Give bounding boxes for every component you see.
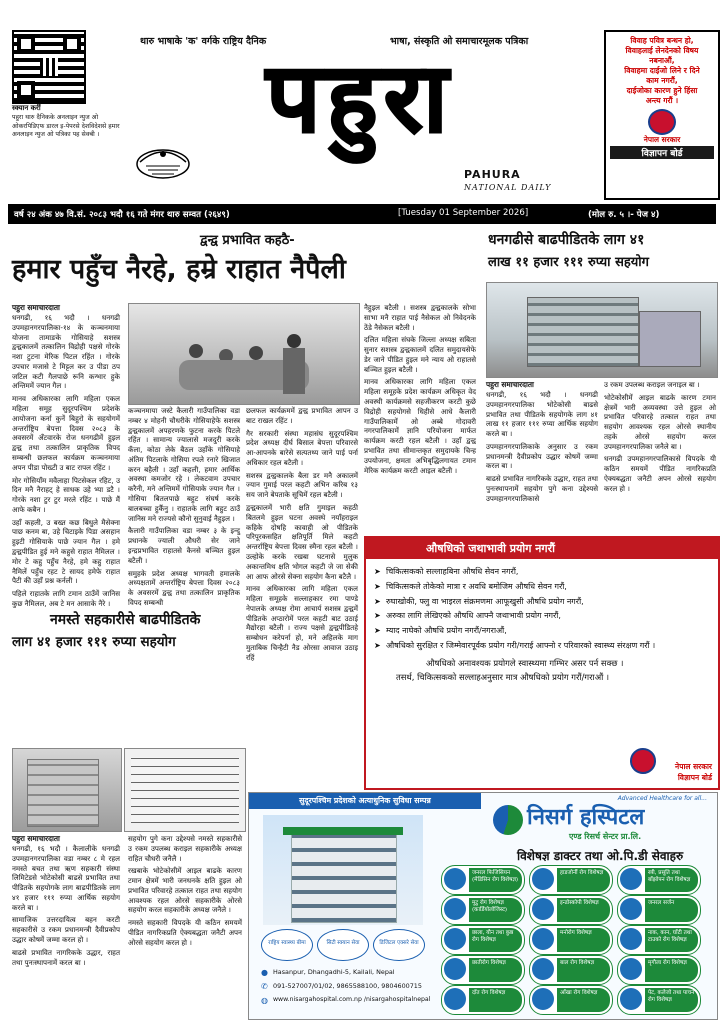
lead-col-4: [364, 303, 476, 531]
emblem: [132, 140, 194, 186]
service-item: इन्डोस्कोपी विशेषज्ञ: [529, 895, 613, 925]
nepal-emblem-icon: [648, 109, 676, 135]
dowry-ad-org1: नेपाल सरकार: [643, 135, 681, 144]
medicine-item: ➤ चिकित्सकले तोकेको मात्रा र अवधि बमोजिम औषधि सेवन गरौं,: [374, 581, 567, 591]
service-item: छातीरोग विशेषज्ञ: [441, 955, 525, 985]
relief-col-1: [486, 380, 598, 532]
hospital-address: Hasanpur, Dhangadhi-5, Kailali, Nepal: [273, 968, 395, 976]
phone-icon: ✆: [261, 982, 268, 991]
lead-paragraph: दलित महिला संघके जिल्ला अध्यक्ष सबिता सुनार सशस्त्र द्वन्द्वकालमें दलित समुदायसेफे डेर जाने पीडित हुइल मने न्याय ओ राहातसे बञ्चित हुइल बटैली ।: [364, 335, 476, 374]
dateline-date: [Tuesday 01 September 2026]: [398, 208, 529, 218]
lead-paragraph: पहिले राहातके लागि टमान ठाउँमें जानिस कुछ नैमिलल, अब टे मन आसाके नैरे ।: [12, 589, 120, 608]
hospital-phone: 091-527007/01/02, 9865588100, 9804600715: [273, 982, 422, 990]
dowry-ad-line: विवाहलाई लेनदेनको विषय: [625, 46, 699, 55]
lead-paragraph: मानव अधिकारका लागि महिला एकल महिला समूह सुदूरपश्चिम प्रदेशके आयोजना कर्ना कुनें बिहुरो के सहयोगमें अन्तर्राष्ट्रिय बेपत्ता दिवस २०८३ के अवसरमें अँटवारके रोज धनगढीमें हुइल द्वन्द्व तथा तत्कालिन प्राकृतिक विपद सम्बन्धी छलफल कार्यक्रम कञ्चनमाया अपन पीडा पोख्टी उ बाट रापल रहिंट ।: [12, 394, 120, 472]
service-item: मनोरोग विशेषज्ञ: [529, 925, 613, 955]
coop-headline-1: नमस्ते सहकारीसे बाढपीडितके: [50, 612, 201, 628]
hospital-services-header: विशेषज्ञ डाक्टर तथा ओ.पि.डी सेवाहरु: [517, 849, 684, 863]
lead-headline: हमार पहुँच नैरहे, हम्रे राहात नैपैली: [12, 254, 346, 285]
tagline-right: भाषा, संस्कृति ओ समाचारमूलक पत्रिका: [390, 36, 529, 47]
medicine-ad-header: औषधिको जथाभावी प्रयोग नगरौं: [366, 538, 718, 559]
coop-headline-2: लाग ४१ हजार १११ रुप्या सहयोग: [12, 634, 176, 650]
medicine-footer-2: तसर्थ, चिकित्सकको सल्लाहअनुसार मात्र औषधिको प्रयोग गरौं/गराऔं ।: [396, 671, 610, 682]
dowry-ad-org2: विज्ञापन बोर्ड: [610, 146, 714, 159]
doctor-icon: [444, 868, 466, 890]
medicine-footer-1: औषधिको अनावश्यक प्रयोगले स्वास्थ्यमा गम्भिर असर पर्न सक्छ ।: [426, 657, 624, 668]
lead-col-2: [128, 406, 240, 607]
dateline-left: वर्ष २४ अंक ४७ वि.सं. २०८३ भदौ १६ गते मंगर थारु सम्वत (२६४९): [14, 210, 230, 220]
lead-paragraph: उहाँ कहली, उ बख्त कछ बिधुले मैसेक्ना पाछ कनम बा, उहे चिटाइके पिडा असहान हुइटी गोसियाके पाछे ज्यान गैल । हमे द्वन्द्वपीडित हुई मने कहुसे राहात नैमिलल । मोर टे कहु पहुँच नैरहे, हमे कहु राहात नैमिलें पहुँच रहट टे सायद हमेफे राहात पैटी की उहाँ प्रश्न कर्नली ।: [12, 517, 120, 586]
services-grid: [441, 865, 713, 1015]
badge-ctscan: सिटी स्क्यान सेवा: [317, 929, 369, 961]
hospital-subname: एण्ड रिसर्च सेन्टर प्रा.लि.: [569, 832, 642, 841]
relief-paragraph: बाढसे प्रभावित नागरिकके उद्धार, राहत तथा पुनःस्थापनामें सहयोग पुगे कना उद्देश्यसे उपमहानगरपालिकासे: [486, 474, 598, 503]
service-item: हाडजोर्नी रोग विशेषज्ञ: [529, 865, 613, 895]
dowry-ad[interactable]: [604, 30, 720, 200]
doctor-icon: [444, 928, 466, 950]
service-item: स्त्री, प्रसूति तथा बाँझोपन रोग विशेषज्ञ: [617, 865, 701, 895]
hospital-web: www.nisargahospital.com.np /nisargahospitalnepal: [273, 996, 431, 1003]
medicine-ad[interactable]: [364, 536, 720, 790]
lead-paragraph: द्वन्द्वकालमें भारी क्षति गुमाइल कहठी बितलमे हुइल घटना अवस्थे नयाँहराइल कहिके दोषहि कावाही ओ पीडितके परिपूरकसहित क्षतिपूर्ति मिले कहटी अन्तर्राष्ट्रिय बेपत्ता दिवस स्मैना रहल बटैली । उल्होके करके रखबा घटनासे मुलुक अकान्तमिथ क्षति भोगल कहटी जे जा सेकी आ आफ ओरसे सेक्ना सहयोग कैना बटैलै ।: [246, 503, 358, 581]
location-icon: ●: [261, 968, 268, 977]
lead-paragraph: मानव अधिकारका लागि महिला एकल महिला समूहके सल्लाहकार रमा पाण्डे नेपालके अध्यक्ष रोमा आचार्य सशस्त्र द्वन्द्वमें पीडितके अप्ठारोमें परल कहटी बाट उठाई मैद्योरहा बटैली । राज्य पक्षसे द्वन्द्वपीडितहे सम्बोधन करेपर्ना हो, मने अहिलके माग मुताबिक चिन्हैटी नैड ओरसा आवाज उठाइ रहिं: [246, 584, 358, 662]
latin-sub: NATIONAL DAILY: [464, 183, 552, 192]
coop-photo-2: [124, 748, 246, 832]
dateline-price: (मोल रु. ५ ।- पेज ४): [588, 210, 660, 220]
dateline-bar: [8, 204, 716, 224]
dowry-ad-line: विवाहमा दाईजो लिने र दिने: [624, 66, 700, 75]
lead-paragraph: धनगढी, १६ भदौ । धनगढी उपमहानगरपालिका-१४ के कञ्चनमाया योजना तामाङके गोसियाहे सशस्त्र द्वन्द्वकालमें तत्कालिन विद्रोही पक्षसे गोरके नशा टुटना मेरिक पिटल रहिंत । गोरके उपचार मजासे टे मिट्टल कर उ पीडा ठप जटिल कटी गैलपाछे रूनि कन्भार हुके अन्तिममें ज्यान गैल ।: [12, 313, 120, 391]
doctor-icon: [532, 928, 554, 950]
doctor-icon: [620, 988, 642, 1010]
badge-insurance: राष्ट्रिय स्वास्थ्य बीमा: [261, 929, 313, 961]
lead-col-3: [246, 406, 358, 786]
service-item: मुटु रोग विशेषज्ञ (कार्डियोलोजिस्ट): [441, 895, 525, 925]
lead-paragraph: मोर गोसियाँम मवैलाहा पिटसेकल रहिट, उ दिन मनै नैराहट् हे साधक उहे भ्या डटै । गोरके नशा टुर टुर मरले रहिंट । पाछे मैं आफे कबैन ।: [12, 475, 120, 514]
relief-headline-2: लाख ११ हजार १११ रुप्या सहयोग: [488, 255, 649, 270]
badge-xray: डिजिटल एक्सरे सेवा: [373, 929, 425, 961]
dowry-ad-line: दाईजोका कारण हुने हिंसा: [626, 86, 698, 95]
doctor-icon: [444, 958, 466, 980]
relief-paragraph: धनगढी उपमहानगरपालिकासे विपदके यी कठिन समयमें पीडित नागरिकप्रति ऐक्यबद्धता जनैटी अपन ओरसे सहयोग करल हो ।: [604, 454, 716, 493]
nepal-emblem-icon: [630, 748, 656, 774]
coop-paragraph: नमस्ते सहकारी विपदके यी कठिन समयमें पीडित नागरिकप्रति ऐक्यबद्धता जनैटी अपन ओरसे सहयोग करल हो ।: [128, 918, 242, 947]
lead-paragraph: कैलारी गाउँपालिका वडा नम्बर ३ के इन्दु प्रधानके ज्याली औधरी सेर जाने इन्द्रप्रभावित राहातसे कैनसे बञ्चित हुइल बटैली ।: [128, 526, 240, 565]
doctor-icon: [620, 928, 642, 950]
doctor-icon: [620, 868, 642, 890]
lead-kicker: द्वन्द्व प्रभावित कहठै-: [200, 233, 295, 248]
coop-col-2: [128, 834, 242, 1020]
hospital-top-banner: सुदूरपश्चिम प्रदेशको अत्याधुनिक सुविधा सम्पन्न: [249, 793, 481, 809]
medicine-item: ➤ चिकित्सकको सल्लाहबिना औषधि सेवन नगरौं,: [374, 567, 519, 576]
relief-paragraph: उपमहानगरपालिकाके अनुसार उ रकम प्रधानमन्त्री दैवीप्रकोप उद्धार कोषमें जम्मा करल बा ।: [486, 441, 598, 471]
service-item: नाक, कान, घाँटी तथा टाउको रोग विशेषज्ञ: [617, 925, 701, 955]
service-item: बाल रोग विशेषज्ञ: [529, 955, 613, 985]
qr-code[interactable]: [12, 30, 86, 104]
hospital-ad[interactable]: [248, 792, 718, 1020]
service-item: जनरल सर्जन: [617, 895, 701, 925]
service-item: छाला, यौन तथा कुष्ठ रोग विशेषज्ञ: [441, 925, 525, 955]
medicine-item: ➤ म्याद नाघेको औषधि प्रयोग नगरौं/नगराऔं,: [374, 626, 507, 636]
service-item: दाँत रोग विशेषज्ञ: [441, 985, 525, 1015]
dowry-ad-line: विवाह पवित्र बन्धन हो,: [630, 36, 694, 45]
coop-paragraph: सामाजिक उत्तरदायित्व बहन करटी सहकारीसे उ रकम प्रधानमन्त्री दैवीप्रकोप उद्धार कोषमें जम्मा करल हो ।: [12, 915, 120, 945]
tagline-left: थारु भाषाके 'क' वर्गके राष्ट्रिय दैनिक: [140, 36, 267, 47]
latin-name: PAHURA: [464, 168, 521, 181]
qr-caption-text: पहुरा थारु दैनिकके अनलाइन न्युज ओ ओकरपिडिएफ डारल इ-पेपरसे देशविदेशसे हमार अनलाइन न्युज ओ पत्रिका पह सेक्बी ।: [12, 114, 120, 138]
relief-headline-1: धनगढीसे बाढपीडितके लाग ४१: [488, 232, 645, 248]
doctor-icon: [532, 898, 554, 920]
relief-paragraph: उ रकम उपलब्ध कराइल जनाइल बा ।: [604, 380, 700, 389]
doctor-icon: [532, 868, 554, 890]
qr-caption-title: स्क्यान करीं: [12, 104, 41, 112]
masthead-logo: पहुरा: [266, 41, 454, 154]
hospital-logo-icon: [493, 805, 523, 835]
coop-photo-1: [12, 748, 122, 832]
lead-photo: [128, 303, 360, 405]
coop-paragraph: रखबाके भोटेकोसीमें आइल बाढके कारण टमान क्षेत्रमें भारी जनधनके क्षति हुइल ओ प्रभावित परिवारहे तत्काल राहत तथा सहयोग आवश्यक रहल ओरसे सहकारीके ओरसे सहयोग करल सहकारीके अध्यक्ष जनैले ।: [128, 866, 242, 915]
lead-paragraph: छलफल कार्यक्रममें द्वन्द्व प्रभावित आपन उ बाट राखल रहिंट ।: [246, 406, 358, 425]
medicine-org2: विज्ञापन बोर्ड: [677, 773, 712, 782]
relief-col-2: [604, 380, 716, 532]
relief-paragraph: भोटेकोसीमें आइल बाढके कारण टमान क्षेत्रमें भारी अव्यवस्था उत्ते हुइल ओ प्रभावित परिवारहे तत्काल राहत तथा सहयोग आवश्यक रहल ओरसे स्थानीय तहके ओरसे सहयोग करल उपमहानगरपालिका जनैले बा ।: [604, 392, 716, 451]
doctor-icon: [620, 898, 642, 920]
doctor-icon: [532, 958, 554, 980]
relief-paragraph: धनगढी, १६ भदौ । धनगढी उपमहानगरपालिका भोटेकोसी बाढसे प्रभावित तथा पीडितके सहयोगके लाग ४१ लाख ११ हजार १११ रुप्या आर्थिक सहयोग करले बा ।: [486, 390, 598, 439]
dowry-ad-line: काम नगरौं,: [646, 76, 678, 85]
lead-paragraph: नैहुइल बटैली । सशस्त्र द्वन्द्वकालके सोभा साभा मनै राहात पाई नैसेकल ओ निवेदनके ठेंडे नैसेकल बटैली ।: [364, 303, 476, 332]
globe-icon: ◍: [261, 996, 268, 1005]
coop-paragraph: सहयोग पुगे कना उद्देश्यसे नमस्ते सहकारीसे उ रकम उपलब्ध कराइल सहकारीके अध्यक्ष राहित चौधरी जनैलै ।: [128, 834, 242, 863]
hospital-name: निसर्ग हस्पिटल: [527, 805, 645, 830]
doctor-icon: [620, 958, 642, 980]
lead-paragraph: समुहके प्रदेश अध्यक्ष भागवती हमालके अध्यक्षतामें अन्तर्राष्ट्रिय बेपत्ता दिवस २०८३ के अवसरमें द्वन्द्व तथा तत्कालिन प्राकृतिक विपद सम्बन्धी: [128, 568, 240, 607]
lead-paragraph: गैर सरकारी संस्था महासंघ सुदूरपश्चिम प्रदेश अध्यक्ष दीर्घ बिसाल बेपत्ता परिवारसे आ-आपनके बारेसे सत्यतथ्य जाने पाई पर्ना अधिकार रहल बटैली ।: [246, 428, 358, 467]
lead-paragraph: मानव अधिकारका लागि महिला एकल महिला समूहके प्रदेश कार्यक्रम अधिकृत वेद अवस्थी कार्यक्रमसे सहजीकरण करटी कुछे विद्रोही सहयोगसे धिहीसे आधे कैलारी गाउँपालिकामें ओ अब्बे गोदावरी नगरपालिकामें ज्ञानि परियोजना मार्फत कार्यक्रम करटी रहल बटैली । उहाँ द्वन्द्व प्रभावित तथा सीमान्तकृत समुदायके चिन्ह उपयोजना, क्षमता अभिबृद्धिलगायत टमान मेरिक कार्यक्रम करटी आइल बटैली ।: [364, 377, 476, 475]
coop-paragraph: बाढसे प्रभावित नागरिकके उद्धार, राहत तथा पुनःस्थापनामें करल बा ।: [12, 947, 120, 967]
coop-byline: पहुरा समाचारदाता: [12, 834, 60, 843]
coop-col-1: [12, 834, 120, 1020]
medicine-org1: नेपाल सरकार: [675, 762, 712, 771]
doctor-icon: [532, 988, 554, 1010]
medicine-item: ➤ औषधिको सुरक्षित र जिम्मेवारपूर्वक प्रयोग गरी/गराई आफ्नो र परिवारको स्वास्थ्य संरक्षण गरौं ।: [374, 640, 656, 650]
hospital-english-tag: Advanced Healthcare for all...: [617, 795, 707, 802]
service-item: मृगौला रोग विशेषज्ञ: [617, 955, 701, 985]
dowry-ad-line: अन्त्य गरौं ।: [645, 96, 679, 105]
relief-photo: [486, 282, 718, 378]
hospital-building: [263, 815, 423, 925]
lead-paragraph: कञ्चनमाया जस्टे कैलारी गाउँपालिका वडा नम्बर ४ मोहनी चौधरीके गोसियाहेफे सशस्त्र द्वन्द्वकालमें अपहरणके फुटना करके पिटले रहिंत । सामान्य ज्यालासे मजदुरी करके कँला, कोठा लेके बैठल उहाँके गोसियाहे अंतिम पिटलाके गोसिया रपले रनारे खिजात करन बहैली । उहाँ कहली, हमार आर्थिक अवस्था कमजोर रहे । लेकटवाम उपचार करैनी, मने अन्तिममें गोसियाके ज्यान गैल । गोसिया बितलपाछे बहुट संघर्ष करके बालबच्चा हुर्कैंनु । राहातके लागि बहुट ठाउँ जानिस मने राज्यसे कौनो सुनुवाई नैहुइल ।: [128, 406, 240, 523]
lead-byline: पहुरा समाचारदाता: [12, 303, 60, 312]
service-item: जनरल फिजिसियन (मेडिसिन रोग विशेषज्ञ): [441, 865, 525, 895]
service-item: आँखा रोग विशेषज्ञ: [529, 985, 613, 1015]
relief-byline: पहुरा समाचारदाता: [486, 380, 534, 389]
lead-col-1: [12, 303, 120, 608]
doctor-icon: [444, 898, 466, 920]
medicine-item: ➤ अरुका लागि लेखिएको औषधि आफ्नै जथाभावी प्रयोग नगरौं,: [374, 611, 561, 621]
coop-paragraph: धनगढी, १६ भदौ । कैलालीके धनगढी उपमहानगरपालिका वडा नम्बर ८ मे रहल नमस्ते बचत तथा ऋण सहकारी संस्था लिमिटेडसे भोटेकोसी बाढसे प्रभावित तथा पीडितके सहयोगके लाग बाढपीडितके लाग ४१ हजार १११ रुप्या आर्थिक सहयोग करले बा ।: [12, 844, 120, 912]
service-item: पेट, कलेजो तथा पाचन रोग विशेषज्ञ: [617, 985, 701, 1015]
medicine-item: ➤ रुघाखोकी, फ्लु वा भाइरल संक्रमणमा आफूखुसी औषधि प्रयोग नगरौं,: [374, 596, 584, 606]
lead-paragraph: सशस्त्र द्वन्द्वकालके बैला डर मनै अकालमें ज्यान गुमाई परल कहटी अभिन करिब १३ सय जाने बेपताके सूचिमें रहल बटैली ।: [246, 470, 358, 500]
dowry-ad-line: नबनाऔं,: [649, 56, 675, 65]
doctor-icon: [444, 988, 466, 1010]
